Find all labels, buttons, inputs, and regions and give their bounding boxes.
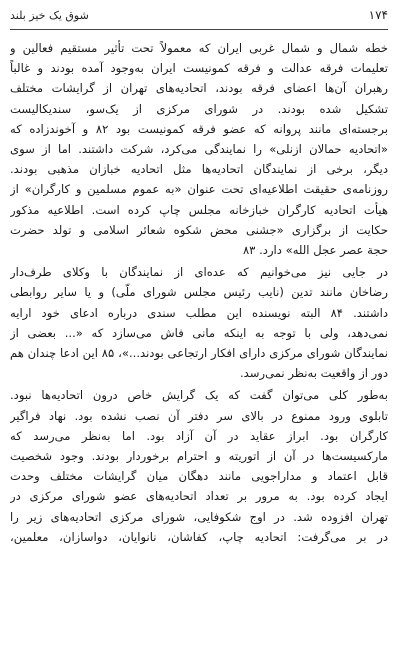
- text-line: خطه شمال و شمال غربی ایران که معمولاً تحت تأثیر مستقیم فعالین و: [10, 41, 388, 55]
- text-line: در بر می‌گرفت: اتحادیه چاپ، کفاشان، نانوایان، دواسازان، معلمین،: [10, 529, 388, 544]
- text-line: به‌طور کلی می‌توان گفت که یک گرایش خاص درون اتحادیه‌ها نبود.: [10, 388, 388, 403]
- text-line: تهران افزوده شد. در اوج شکوفایی، شورای مرکزی اتحادیه‌های زیر را: [10, 509, 388, 524]
- text-line: «اتحادیه حمالان ازنلی» را نمایندگی می‌کرد، شرکت داشتند. اما از سوی: [10, 142, 388, 157]
- text-line: حجة عصر عجل الله» دارد. ۸۳: [242, 243, 388, 258]
- header-rule: [10, 29, 388, 30]
- text-line: تابلوی ورود ممنوع در بالای سر دفتر آن نصب نشده بود. نهاد فراگیر: [10, 408, 388, 423]
- text-line: دیگر، برخی از نمایندگان اتحادیه‌ها مثل اتحادیه خبازان مذهبی بودند.: [10, 162, 388, 177]
- text-line: برجسته‌ای مانند پروانه که عضو فرقه کمونیست بود ۸۲ و آخوندزاده که: [10, 121, 388, 136]
- text-line: قابل اعتماد و مداراجویی مانند دهگان میان گرایشات مختلف وحدت: [10, 469, 388, 484]
- body-text: [10, 38, 388, 547]
- page-number: ۱۷۴: [368, 8, 388, 22]
- text-line: تعلیمات فرقه عدالت و فرقه کمونیست ایران به‌وجود آمده بودند و غالباً: [10, 61, 388, 76]
- paragraph: [10, 38, 388, 260]
- text-line: داشتند. ۸۴ البته نویسنده این مطلب سندی درباره ادعای خود ارایه: [10, 305, 388, 320]
- text-line: کارگران بود. ابراز عقاید در آن آزاد بود. اما به‌نظر می‌رسد که: [10, 428, 388, 443]
- text-line: رهبران آن‌ها اعضای فرقه بودند، اتحادیه‌های تهران از گرایشات مختلف: [10, 81, 388, 96]
- paragraph: [10, 385, 388, 547]
- text-line: رضاخان مانند تدین (نایب رئیس مجلس شورای ملّی) و یا سایر روابطی: [10, 285, 388, 300]
- text-line: روزنامه‌ی حقیقت اطلاعیه‌ای تحت عنوان «به عموم مسلمین و کارگران» از: [10, 182, 388, 197]
- paragraph: [10, 262, 388, 383]
- text-line: تشکیل شده بودند. در شورای مرکزی از یک‌سو، سندیکالیست: [10, 101, 388, 116]
- text-line: نمایندگان شورای مرکزی دارای افکار ارتجاعی بودند...»، ۸۵ این ادعا چندان هم: [10, 346, 388, 361]
- text-line: حکایت از برگزاری «جشنی محض شکوه شعائر اسلامی و تولد حضرت: [10, 222, 388, 237]
- text-line: مارکسیست‌ها در آن از اتوریته و احترام برخوردار بودند. وجود شخصیت: [10, 449, 388, 464]
- text-line: در جایی نیز می‌خوانیم که عده‌ای از نمایندگان با وکلای طرف‌دار: [10, 265, 388, 280]
- text-line: ایجاد کرده بود. به مرور بر تعداد اتحادیه‌های عضو شورای مرکزی در: [10, 489, 388, 504]
- running-title: شوق یک خیز بلند: [10, 9, 89, 22]
- page-header: [10, 6, 388, 24]
- text-line: نمی‌دهد، ولی با توجه به اینکه مانی فاش می‌سازد که «... بعضی از: [10, 325, 388, 340]
- text-line: هیأت اتحادیه کارگران خبازخانه مجلس چاپ کرده است. اطلاعیه مذکور: [10, 202, 388, 217]
- text-line: دور از واقعیت به‌نظر نمی‌رسد.: [239, 366, 388, 381]
